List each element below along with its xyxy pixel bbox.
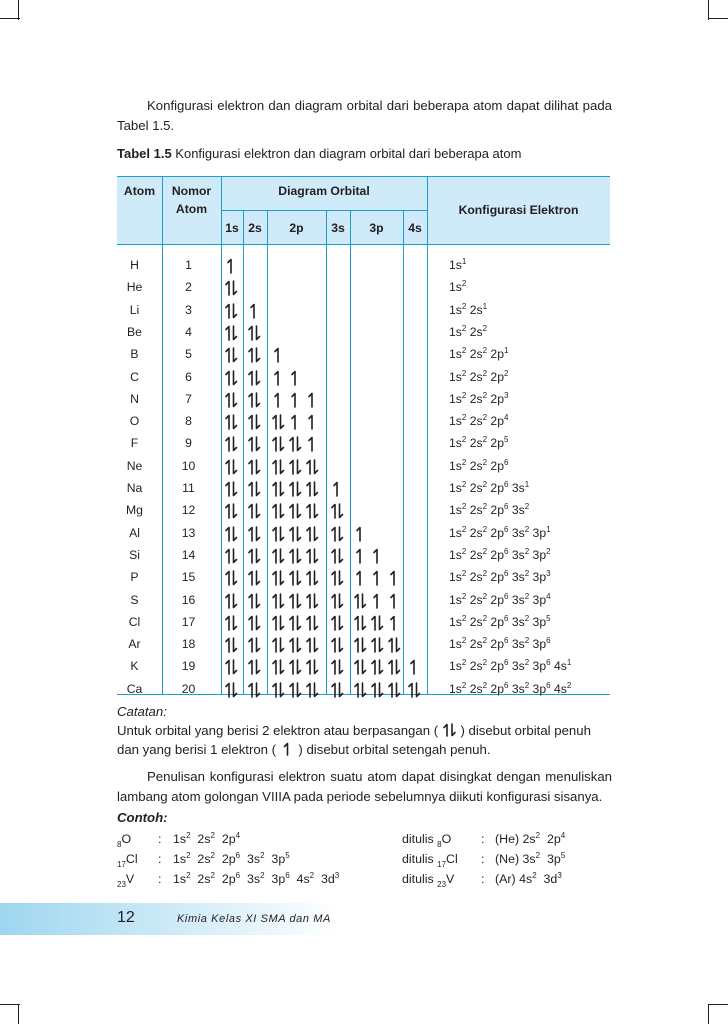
contoh-title: Contoh: [117, 810, 168, 825]
table-caption [117, 146, 521, 161]
atom-symbol: He [126, 280, 143, 295]
atom-symbol: Cl [128, 614, 141, 629]
paired-electron-arrow-icon [248, 593, 270, 608]
atomic-number: 8 [185, 414, 192, 429]
paired-electron-arrow-icon [248, 503, 270, 518]
header-atom: Atom [123, 184, 156, 198]
paired-electron-arrow-icon [225, 526, 247, 541]
paired-electron-arrow-icon [225, 280, 247, 295]
table-caption-text: Konfigurasi elektron dan diagram orbital dari beberapa atom [171, 146, 522, 161]
electron-configuration: $1s^2$ $2s^2$ $2p^1$ [449, 346, 509, 362]
atom-symbol: Na [126, 481, 143, 495]
subheader-3s: 3s [331, 221, 345, 235]
atomic-number: 1 [185, 258, 192, 272]
electron-configuration: $1s^2$ $2s^2$ $2p^6$ $3s^2$ $3p^6$ $4s^1$ [449, 658, 572, 674]
paired-electron-arrow-icon [225, 593, 247, 608]
full-configuration: $1s^2$ $2s^2$ $2p^6$ $3s^2$ $3p^5$ [173, 851, 290, 866]
electron-configuration: $1s^2$ $2s^2$ $2p^6$ $3s^2$ $3p^6$ $4s^2$ [449, 680, 572, 696]
paired-electron-arrow-icon [331, 526, 353, 541]
single-electron-arrow-icon [408, 659, 430, 674]
subheader-1s: 1s [225, 221, 239, 235]
paired-electron-arrow-icon [331, 615, 353, 630]
electron-configuration: $1s^2$ $2s^2$ $2p^6$ $3s^1$ [449, 480, 530, 495]
paired-electron-arrow-icon [331, 659, 353, 674]
table-row [117, 344, 610, 366]
short-configuration: (He) $2s^2$ $2p^4$ [495, 831, 566, 846]
atom-symbol: Ne [126, 458, 143, 473]
atom-symbol: Al [129, 525, 140, 540]
paired-electron-arrow-icon [225, 370, 247, 385]
atom-symbol: Li [129, 302, 140, 317]
electron-configuration: $1s^2$ [449, 279, 467, 295]
intro-paragraph: Konfigurasi elektron dan diagram orbital dari beberapa atom dapat dilihat pada Tabel 1.5. [117, 98, 612, 133]
atomic-number: 6 [185, 369, 192, 384]
electron-configuration: $1s^2$ $2s^2$ $2p^6$ $3s^2$ $3p^3$ [449, 569, 551, 585]
single-arrow-icon [280, 742, 295, 756]
paired-electron-arrow-icon [225, 481, 247, 496]
paired-electron-arrow-icon [331, 637, 353, 652]
atomic-number: 20 [181, 681, 196, 696]
single-electron-arrow-icon [306, 436, 328, 451]
electron-configuration: $1s^2$ $2s^2$ $2p^4$ [449, 413, 509, 429]
subheader-3p: 3p [369, 221, 384, 235]
atomic-number: 5 [185, 347, 192, 362]
paired-electron-arrow-icon [306, 593, 328, 608]
colon: : [158, 832, 162, 846]
atomic-number: 19 [181, 659, 196, 674]
atomic-number: 2 [185, 280, 192, 295]
book-title: Kimia Kelas XI SMA dan MA [177, 913, 331, 925]
single-electron-arrow-icon [248, 303, 270, 318]
atomic-number: 9 [185, 436, 192, 451]
table-row [117, 478, 610, 500]
atomic-number: 13 [181, 525, 196, 540]
paired-electron-arrow-icon [248, 347, 270, 362]
atom-symbol: F [130, 436, 139, 451]
crop-mark [18, 0, 19, 20]
electron-configuration: $1s^2$ $2s^2$ $2p^6$ $3s^2$ $3p^5$ [449, 613, 551, 629]
electron-configuration: $1s^2$ $2s^2$ $2p^3$ [449, 390, 509, 406]
paired-electron-arrow-icon [331, 548, 353, 563]
paired-electron-arrow-icon [331, 682, 353, 697]
atom-symbol: C [130, 369, 139, 384]
single-electron-arrow-icon [388, 593, 410, 608]
element-symbol: $_{17}$Cl [117, 852, 138, 869]
paired-electron-arrow-icon [248, 414, 270, 429]
catatan-text: ) disebut orbital setengah penuh. [298, 742, 491, 757]
paired-electron-arrow-icon [306, 659, 328, 674]
electron-configuration: $1s^2$ $2s^2$ $2p^6$ $3s^2$ [449, 502, 530, 518]
paired-electron-arrow-icon [225, 548, 247, 563]
paired-electron-arrow-icon [248, 615, 270, 630]
header-konfigurasi: Konfigurasi Elektron [458, 203, 579, 217]
paired-electron-arrow-icon [248, 548, 270, 563]
paired-electron-arrow-icon [225, 436, 247, 451]
electron-configuration: $1s^2$ $2s^2$ $2p^6$ $3s^2$ $3p^6$ [449, 636, 551, 652]
electron-configuration: $1s^2$ $2s^1$ [449, 301, 488, 317]
single-electron-arrow-icon [225, 258, 247, 273]
element-symbol: $_8$O [117, 832, 132, 849]
single-electron-arrow-icon [272, 347, 294, 362]
table-row [117, 255, 610, 277]
paired-electron-arrow-icon [225, 325, 247, 340]
ditulis-label: ditulis $_8$O [402, 832, 452, 849]
paired-electron-arrow-icon [248, 659, 270, 674]
atomic-number: 12 [181, 503, 196, 518]
single-electron-arrow-icon [388, 615, 410, 630]
paired-electron-arrow-icon [225, 682, 247, 697]
table-row [117, 300, 610, 322]
single-electron-arrow-icon [289, 370, 311, 385]
table-row [117, 456, 610, 478]
subheader-2p: 2p [289, 221, 304, 235]
paired-electron-arrow-icon [225, 659, 247, 674]
table-row [117, 500, 610, 522]
paired-electron-arrow-icon [306, 682, 328, 697]
atom-symbol: Ar [128, 637, 141, 652]
atom-symbol: P [130, 570, 139, 585]
colon: : [158, 872, 162, 886]
single-electron-arrow-icon [354, 526, 376, 541]
colon: : [158, 852, 162, 866]
paired-arrow-icon [442, 723, 457, 737]
atom-symbol: H [130, 258, 139, 272]
page-number: 12 [117, 909, 135, 926]
atom-symbol: O [129, 414, 140, 429]
paired-electron-arrow-icon [408, 682, 430, 697]
paired-electron-arrow-icon [225, 414, 247, 429]
paired-electron-arrow-icon [306, 570, 328, 585]
catatan-title: Catatan: [117, 704, 167, 719]
paired-electron-arrow-icon [306, 548, 328, 563]
catatan-line-1 [117, 721, 612, 740]
paired-electron-arrow-icon [306, 637, 328, 652]
paired-electron-arrow-icon [306, 481, 328, 496]
catatan-text: dan yang berisi 1 elektron ( [117, 742, 277, 757]
table-row [117, 389, 610, 411]
electron-configuration: $1s^2$ $2s^2$ $2p^5$ [449, 435, 509, 451]
ditulis-label: ditulis $_{17}$Cl [402, 852, 458, 869]
short-configuration: (Ar) $4s^2$ $3d^3$ [495, 871, 562, 886]
catatan-line-2 [117, 740, 612, 759]
table-row [117, 523, 610, 545]
table-row [117, 567, 610, 589]
crop-mark [0, 18, 20, 19]
atom-symbol: Ca [126, 681, 143, 696]
table-row [117, 634, 610, 656]
table-row [117, 656, 610, 678]
single-electron-arrow-icon [306, 392, 328, 407]
full-configuration: $1s^2$ $2s^2$ $2p^6$ $3s^2$ $3p^6$ $4s^2$ $3d^3$ [173, 871, 340, 886]
crop-mark [18, 1004, 19, 1024]
crop-mark [708, 0, 709, 20]
paired-electron-arrow-icon [248, 481, 270, 496]
catatan-text: ) disebut orbital penuh [460, 723, 591, 738]
paired-electron-arrow-icon [248, 325, 270, 340]
paired-electron-arrow-icon [225, 392, 247, 407]
subheader-2s: 2s [248, 221, 262, 235]
colon: : [481, 832, 485, 846]
short-configuration: (Ne) $3s^2$ $3p^5$ [495, 851, 566, 866]
atom-symbol: Be [127, 324, 142, 339]
atomic-number: 3 [185, 302, 192, 317]
paired-electron-arrow-icon [225, 637, 247, 652]
subheader-4s: 4s [408, 221, 422, 235]
paired-electron-arrow-icon [248, 392, 270, 407]
table-row [117, 277, 610, 299]
table-row [117, 545, 610, 567]
atom-symbol: B [130, 347, 139, 362]
catatan-block [117, 702, 612, 759]
paired-electron-arrow-icon [331, 570, 353, 585]
single-electron-arrow-icon [306, 414, 328, 429]
atomic-number: 10 [181, 458, 196, 473]
table-caption-label: Tabel 1.5 [117, 146, 172, 161]
electron-configuration: $1s^2$ $2s^2$ $2p^6$ $3s^2$ $3p^2$ [449, 546, 551, 562]
atom-symbol: Mg [126, 503, 143, 518]
paired-electron-arrow-icon [331, 503, 353, 518]
ditulis-label: ditulis $_{23}$V [402, 872, 455, 889]
table-row [117, 367, 610, 389]
paired-electron-arrow-icon [248, 526, 270, 541]
atom-symbol: Si [129, 547, 140, 562]
atom-symbol: S [130, 592, 139, 607]
electron-configuration: $1s^2$ $2s^2$ [449, 323, 488, 339]
electron-configuration: $1s^2$ $2s^2$ $2p^6$ $3s^2$ $3p^1$ [449, 524, 551, 540]
paired-electron-arrow-icon [225, 503, 247, 518]
paired-electron-arrow-icon [388, 659, 410, 674]
table-header-rule [221, 210, 427, 211]
atomic-number: 17 [181, 614, 196, 629]
atomic-number: 16 [181, 592, 196, 607]
element-symbol: $_{23}$V [117, 872, 135, 889]
crop-mark [708, 1004, 728, 1005]
table-row [117, 612, 610, 634]
full-configuration: $1s^2$ $2s^2$ $2p^4$ [173, 831, 241, 846]
paired-electron-arrow-icon [248, 436, 270, 451]
paired-electron-arrow-icon [225, 570, 247, 585]
paired-electron-arrow-icon [248, 370, 270, 385]
atomic-number: 18 [181, 637, 196, 652]
table-row [117, 590, 610, 612]
orbital-table [117, 176, 610, 695]
single-electron-arrow-icon [371, 548, 393, 563]
header-nomor: Nomor [171, 184, 212, 198]
paired-electron-arrow-icon [388, 682, 410, 697]
table-header-rule [117, 244, 610, 245]
catatan-text: Untuk orbital yang berisi 2 elektron atau berpasangan ( [117, 723, 439, 738]
single-electron-arrow-icon [388, 570, 410, 585]
electron-configuration: $1s^2$ $2s^2$ $2p^6$ $3s^2$ $3p^4$ [449, 591, 551, 607]
header-diagram-orbital: Diagram Orbital [278, 184, 370, 198]
atomic-number: 7 [185, 391, 192, 406]
paired-electron-arrow-icon [225, 459, 247, 474]
paired-electron-arrow-icon [248, 570, 270, 585]
paired-electron-arrow-icon [306, 526, 328, 541]
atomic-number: 14 [181, 547, 196, 562]
paired-electron-arrow-icon [248, 459, 270, 474]
header-nomor-atom: Atom [175, 202, 208, 216]
electron-configuration: $1s^1$ [449, 257, 467, 272]
single-electron-arrow-icon [331, 481, 353, 496]
table-row [117, 433, 610, 455]
paired-electron-arrow-icon [225, 615, 247, 630]
paired-electron-arrow-icon [388, 637, 410, 652]
paired-electron-arrow-icon [306, 503, 328, 518]
paired-electron-arrow-icon [306, 615, 328, 630]
table-row [117, 679, 610, 701]
paired-electron-arrow-icon [225, 303, 247, 318]
paired-electron-arrow-icon [248, 682, 270, 697]
crop-mark [708, 1004, 709, 1024]
colon: : [481, 852, 485, 866]
paired-electron-arrow-icon [306, 459, 328, 474]
paired-electron-arrow-icon [248, 637, 270, 652]
table-row [117, 322, 610, 344]
paired-electron-arrow-icon [225, 347, 247, 362]
table-row [117, 411, 610, 433]
electron-configuration: $1s^2$ $2s^2$ $2p^2$ [449, 368, 509, 384]
atomic-number: 4 [185, 324, 192, 339]
atom-symbol: N [130, 391, 139, 406]
electron-configuration: $1s^2$ $2s^2$ $2p^6$ [449, 457, 509, 473]
atomic-number: 11 [182, 481, 195, 495]
colon: : [481, 872, 485, 886]
penulisan-paragraph: Penulisan konfigurasi elektron suatu atom dapat disingkat dengan menuliskan lambang atom golongan VIIIA pada periode sebelumnya diikuti konfigurasi sisanya. [117, 769, 612, 804]
paired-electron-arrow-icon [331, 593, 353, 608]
atomic-number: 15 [181, 570, 196, 585]
crop-mark [708, 18, 728, 19]
atom-symbol: K [130, 659, 139, 674]
crop-mark [0, 1004, 20, 1005]
